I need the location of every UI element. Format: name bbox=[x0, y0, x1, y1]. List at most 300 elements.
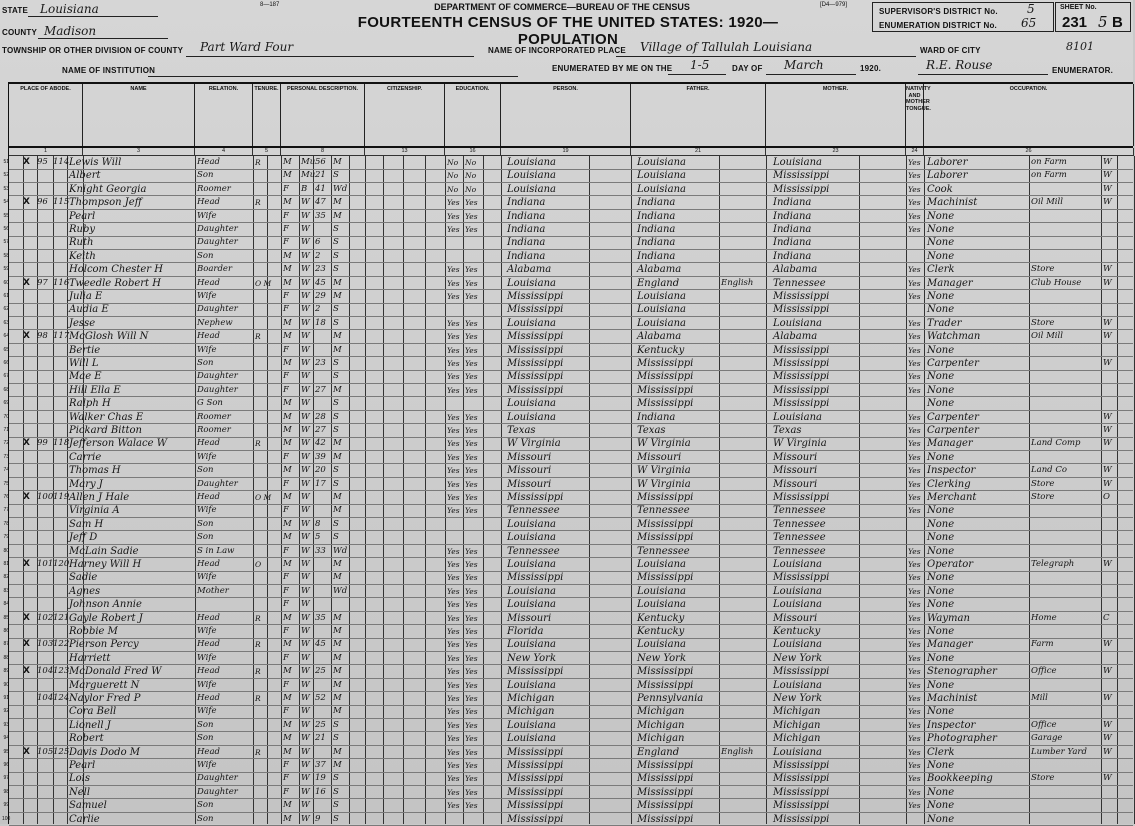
cell-fpob: Mississippi bbox=[637, 813, 694, 825]
line-number: 80 bbox=[3, 547, 9, 554]
table-row bbox=[3, 196, 1133, 210]
cell-occ: None bbox=[927, 545, 955, 557]
cell-name: Gayle Robert J bbox=[69, 612, 143, 624]
cell-cls bbox=[1103, 223, 1117, 236]
cell-race: W bbox=[301, 813, 310, 824]
cell-race: W bbox=[301, 331, 310, 342]
cell-own bbox=[255, 290, 277, 303]
cell-rd: Yes bbox=[447, 694, 460, 703]
cell-ms: S bbox=[333, 518, 339, 529]
cell-own: R bbox=[255, 439, 261, 449]
cell-mpob: Mississippi bbox=[773, 813, 830, 825]
cell-x bbox=[23, 679, 37, 692]
cell-sex: M bbox=[283, 800, 292, 811]
cell-ms: M bbox=[333, 626, 342, 636]
cell-ind: Land Comp bbox=[1031, 438, 1081, 449]
cell-own bbox=[255, 732, 277, 745]
cell-ftong bbox=[721, 705, 766, 718]
cell-eng: Yes bbox=[908, 345, 921, 355]
table-row bbox=[3, 250, 1133, 264]
cell-eng bbox=[908, 250, 924, 263]
cell-sex: F bbox=[283, 773, 289, 784]
cell-ms: M bbox=[333, 706, 342, 717]
cell-ftong bbox=[721, 679, 766, 692]
cell-cls: W bbox=[1103, 639, 1112, 650]
cell-ftong bbox=[721, 692, 766, 705]
line-number: 62 bbox=[3, 306, 9, 313]
cell-ind bbox=[1031, 290, 1101, 303]
cell-age: 2 bbox=[315, 250, 321, 261]
cell-wr bbox=[465, 397, 483, 410]
cell-race: W bbox=[301, 237, 310, 248]
cell-ftong bbox=[721, 759, 766, 772]
cell-own bbox=[255, 169, 277, 182]
cell-wr: Yes bbox=[465, 479, 478, 489]
cell-rel: Wife bbox=[197, 505, 217, 516]
table-row bbox=[3, 585, 1133, 599]
cell-fam: 124 bbox=[53, 693, 70, 703]
cell-age: 56 bbox=[315, 157, 326, 167]
cell-fpob: Texas bbox=[637, 425, 666, 436]
cell-age bbox=[315, 397, 331, 410]
cell-rd: Yes bbox=[447, 372, 460, 382]
cell-rel: Head bbox=[197, 438, 220, 449]
cell-fam bbox=[53, 451, 67, 464]
cell-pob: Louisiana bbox=[507, 585, 556, 597]
cell-rel: Wife bbox=[197, 652, 217, 663]
cell-dw bbox=[37, 424, 53, 437]
table-row bbox=[3, 263, 1133, 277]
cell-sex: F bbox=[283, 652, 289, 663]
cell-occ: None bbox=[927, 371, 955, 383]
cell-rel: Head bbox=[197, 331, 220, 342]
cell-race: W bbox=[301, 706, 310, 717]
cell-dw: 102 bbox=[37, 612, 54, 623]
cell-own: R bbox=[255, 747, 261, 757]
cell-x bbox=[23, 598, 37, 611]
cell-ftong: English bbox=[721, 277, 754, 288]
cell-wr: No bbox=[465, 158, 477, 167]
cell-own: R bbox=[255, 667, 261, 677]
cell-race: Mu bbox=[301, 157, 316, 167]
line-number: 91 bbox=[3, 695, 9, 701]
cell-wr: Yes bbox=[465, 694, 478, 703]
cell-pob: Tennessee bbox=[507, 505, 560, 517]
cell-fam bbox=[53, 652, 67, 665]
cell-fpob: Louisiana bbox=[637, 559, 686, 570]
cell-name: Thompson Jeff bbox=[69, 197, 142, 209]
cell-age bbox=[315, 799, 331, 812]
cell-name: Nell bbox=[69, 786, 91, 798]
cell-x: X bbox=[23, 612, 30, 623]
cell-wr: No bbox=[465, 171, 477, 181]
cell-ms: M bbox=[333, 652, 342, 663]
cell-pob: Louisiana bbox=[507, 639, 556, 651]
cell-ms: S bbox=[333, 773, 339, 784]
cell-pob: Louisiana bbox=[507, 157, 556, 168]
cell-mpob: Mississippi bbox=[773, 666, 830, 678]
cell-eng: Yes bbox=[908, 439, 921, 449]
cell-x bbox=[23, 585, 37, 598]
cell-fam bbox=[53, 545, 67, 558]
cell-rd: Yes bbox=[447, 318, 460, 328]
cell-own bbox=[255, 424, 277, 437]
cell-rd: Yes bbox=[447, 506, 460, 516]
cell-fam: 121 bbox=[53, 612, 70, 623]
cell-sex: F bbox=[283, 371, 289, 382]
cell-sex: M bbox=[283, 492, 292, 502]
cell-sex: M bbox=[283, 398, 292, 409]
cell-mpob: Mississippi bbox=[773, 384, 830, 396]
cell-ind bbox=[1031, 384, 1101, 397]
cell-wr: Yes bbox=[465, 211, 478, 221]
line-number: 77 bbox=[3, 507, 9, 514]
cell-rd: Yes bbox=[447, 627, 460, 636]
cell-x bbox=[23, 652, 37, 665]
cell-rel: Head bbox=[197, 746, 220, 757]
cell-eng: Yes bbox=[908, 600, 921, 610]
cell-dw: 95 bbox=[37, 157, 48, 167]
cell-race: W bbox=[301, 451, 310, 462]
cell-dw bbox=[37, 652, 53, 665]
cell-race: W bbox=[301, 304, 310, 315]
cell-occ: None bbox=[927, 224, 955, 235]
enumerator-value: R.E. Rouse bbox=[926, 58, 993, 72]
cell-pob: W Virginia bbox=[507, 438, 561, 450]
cell-sex: M bbox=[283, 666, 292, 677]
cell-eng bbox=[908, 397, 924, 410]
supervisor-label: SUPERVISOR'S DISTRICT No. bbox=[879, 7, 998, 16]
cell-cls bbox=[1103, 585, 1117, 598]
cell-cls bbox=[1103, 384, 1117, 397]
cell-wr: Yes bbox=[465, 747, 478, 757]
cell-wr: Yes bbox=[465, 439, 478, 449]
cell-x: X bbox=[23, 438, 30, 449]
cell-wr: Yes bbox=[465, 265, 478, 275]
line-number: 57 bbox=[3, 239, 9, 246]
cell-mpob: Missouri bbox=[773, 451, 818, 463]
cell-name: Agnes bbox=[69, 585, 101, 597]
cell-sex: F bbox=[283, 545, 289, 556]
cell-own bbox=[255, 223, 277, 236]
cell-age: 25 bbox=[315, 719, 326, 730]
cell-occ: Inspector bbox=[927, 465, 976, 477]
cell-own bbox=[255, 263, 277, 276]
enumerator-underline bbox=[918, 74, 1048, 75]
cell-rd: Yes bbox=[447, 801, 460, 811]
cell-ftong bbox=[721, 625, 766, 638]
cell-fpob: W Virginia bbox=[637, 465, 691, 477]
cell-fam bbox=[53, 786, 67, 799]
cell-dw bbox=[37, 478, 53, 491]
cell-own: R bbox=[255, 613, 261, 623]
cell-fam bbox=[53, 250, 67, 263]
cell-race: W bbox=[301, 773, 310, 784]
cell-dw bbox=[37, 772, 53, 785]
cell-x: X bbox=[23, 157, 30, 167]
cell-age bbox=[315, 679, 331, 692]
cell-fam bbox=[53, 732, 67, 745]
cell-ms: M bbox=[333, 612, 342, 623]
table-row bbox=[3, 598, 1133, 612]
cell-wr: Yes bbox=[465, 787, 478, 797]
cell-mpob: Mississippi bbox=[773, 760, 830, 771]
cell-cls: W bbox=[1103, 264, 1112, 275]
cell-ftong bbox=[721, 813, 766, 826]
line-number: 75 bbox=[3, 480, 9, 487]
census-table bbox=[2, 82, 1133, 825]
cell-age bbox=[315, 558, 331, 571]
cell-race: W bbox=[301, 492, 310, 502]
cell-name: Samuel bbox=[69, 800, 107, 812]
cell-ind: Farm bbox=[1031, 639, 1054, 650]
ward-value: 8101 bbox=[1066, 40, 1094, 53]
cell-rd: Yes bbox=[447, 546, 460, 556]
column-number: 8 bbox=[281, 148, 365, 156]
cell-wr: Yes bbox=[465, 600, 478, 610]
cell-occ: None bbox=[927, 210, 955, 222]
cell-ind: Office bbox=[1031, 719, 1057, 730]
table-row bbox=[3, 183, 1133, 197]
cell-cls bbox=[1103, 813, 1117, 826]
table-row bbox=[2, 813, 1133, 826]
cell-rel: Daughter bbox=[197, 786, 238, 797]
table-row bbox=[3, 571, 1133, 585]
cell-x bbox=[23, 719, 37, 732]
cell-occ: None bbox=[927, 652, 955, 664]
cell-ind: Mill bbox=[1031, 693, 1048, 703]
cell-rel: Wife bbox=[197, 572, 217, 583]
cell-dw bbox=[37, 759, 53, 772]
cell-name: Robert bbox=[69, 733, 104, 745]
cell-sex: F bbox=[283, 183, 289, 194]
table-row bbox=[3, 746, 1133, 760]
cell-ind: Office bbox=[1031, 666, 1057, 677]
cell-wr: Yes bbox=[465, 506, 478, 516]
cell-ms: S bbox=[333, 532, 339, 543]
cell-wr bbox=[465, 250, 483, 263]
line-number: 64 bbox=[3, 333, 9, 340]
cell-pob: Mississippi bbox=[507, 291, 564, 302]
cell-race: W bbox=[301, 384, 310, 395]
table-row bbox=[3, 344, 1133, 358]
enumerated-year: 1920. bbox=[860, 64, 882, 73]
cell-rel: Daughter bbox=[197, 478, 238, 489]
cell-wr: Yes bbox=[465, 586, 478, 596]
cell-race: W bbox=[301, 465, 310, 476]
cell-occ: None bbox=[927, 679, 955, 691]
cell-cls bbox=[1103, 786, 1117, 799]
cell-ind bbox=[1031, 813, 1101, 826]
cell-x bbox=[23, 384, 37, 397]
cell-pob: Michigan bbox=[507, 706, 555, 718]
cell-dw: 98 bbox=[37, 331, 48, 342]
cell-age bbox=[315, 705, 331, 718]
table-row bbox=[3, 504, 1133, 518]
cell-wr: Yes bbox=[465, 707, 478, 717]
cell-rel: Wife bbox=[197, 706, 217, 717]
cell-rel: Head bbox=[197, 277, 220, 288]
table-row bbox=[3, 303, 1133, 317]
cell-fpob: Louisiana bbox=[637, 585, 686, 597]
cell-pob: Indiana bbox=[507, 224, 546, 235]
cell-race: W bbox=[301, 532, 310, 543]
cell-eng: Yes bbox=[908, 265, 921, 275]
cell-age: 19 bbox=[315, 773, 326, 784]
township-underline bbox=[186, 56, 474, 57]
cell-fam bbox=[53, 290, 67, 303]
cell-sex: M bbox=[283, 425, 292, 435]
county-underline bbox=[38, 38, 168, 39]
cell-age: 47 bbox=[315, 197, 326, 208]
cell-cls bbox=[1103, 504, 1117, 517]
cell-ind bbox=[1031, 183, 1101, 196]
cell-own bbox=[255, 210, 277, 223]
cell-mpob: Mississippi bbox=[773, 371, 830, 383]
line-number: 69 bbox=[3, 400, 9, 407]
cell-x bbox=[23, 518, 37, 531]
line-number: 52 bbox=[3, 172, 9, 179]
cell-ftong bbox=[721, 558, 766, 571]
cell-fpob: England bbox=[637, 746, 680, 758]
cell-x bbox=[23, 290, 37, 303]
cell-pob: Louisiana bbox=[507, 183, 556, 195]
cell-mpob: Indiana bbox=[773, 250, 812, 262]
cell-mpob: Mississippi bbox=[773, 291, 830, 302]
cell-race: B bbox=[301, 183, 308, 194]
state-value: Louisiana bbox=[40, 2, 99, 16]
cell-name: Lois bbox=[69, 773, 90, 785]
cell-wr: Yes bbox=[465, 359, 478, 368]
cell-pob: Texas bbox=[507, 425, 536, 436]
cell-race: W bbox=[301, 398, 310, 409]
cell-mpob: Mississippi bbox=[773, 572, 830, 584]
line-number: 100 bbox=[2, 815, 11, 822]
line-number: 93 bbox=[3, 721, 9, 728]
cell-fpob: Mississippi bbox=[637, 666, 694, 678]
cell-sex: F bbox=[283, 237, 289, 248]
cell-fpob: Mississippi bbox=[637, 572, 694, 584]
page-title: FOURTEENTH CENSUS OF THE UNITED STATES: 1920—POPULATION bbox=[357, 14, 779, 48]
line-number: 53 bbox=[3, 185, 9, 192]
column-header: MOTHER. bbox=[766, 84, 906, 146]
cell-wr: Yes bbox=[465, 332, 478, 342]
cell-age: 25 bbox=[315, 666, 326, 677]
cell-ind bbox=[1031, 397, 1101, 410]
cell-dw: 97 bbox=[37, 277, 48, 288]
cell-wr: Yes bbox=[465, 667, 478, 677]
cell-rel: Head bbox=[197, 693, 220, 703]
cell-name: Mae E bbox=[69, 371, 102, 383]
cell-sex: F bbox=[283, 224, 289, 234]
cell-name: Hill Ella E bbox=[69, 384, 121, 396]
cell-fam bbox=[53, 679, 67, 692]
cell-ms: M bbox=[333, 157, 342, 167]
cell-rd: Yes bbox=[447, 452, 460, 462]
cell-rel: Head bbox=[197, 157, 220, 167]
cell-occ: Machinist bbox=[927, 197, 978, 209]
cell-rel: Boarder bbox=[197, 264, 233, 275]
cell-age: 21 bbox=[315, 733, 326, 744]
cell-pob: Indiana bbox=[507, 250, 546, 262]
cell-wr: Yes bbox=[465, 466, 478, 476]
table-row bbox=[3, 732, 1133, 746]
cell-pob: Tennessee bbox=[507, 545, 560, 557]
cell-x bbox=[23, 692, 37, 705]
line-number: 70 bbox=[3, 413, 9, 420]
cell-dw bbox=[37, 411, 53, 424]
cell-eng: Yes bbox=[908, 694, 921, 703]
cell-age bbox=[315, 223, 331, 236]
cell-wr: Yes bbox=[465, 452, 478, 462]
cell-rel: Daughter bbox=[197, 304, 238, 315]
cell-fam: 125 bbox=[53, 746, 70, 757]
cell-cls bbox=[1103, 545, 1117, 558]
line-number: 90 bbox=[3, 681, 9, 688]
table-row bbox=[3, 437, 1133, 451]
cell-sex: F bbox=[283, 786, 289, 797]
incorporated-value: Village of Tallulah Louisiana bbox=[640, 40, 813, 54]
cell-ms: M bbox=[333, 746, 342, 757]
line-number: 65 bbox=[3, 346, 9, 353]
cell-rel: S in Law bbox=[197, 545, 235, 556]
cell-fam bbox=[53, 169, 67, 182]
cell-cls: W bbox=[1103, 197, 1112, 208]
district-box bbox=[872, 2, 1054, 32]
cell-name: Marguerett N bbox=[69, 679, 140, 691]
cell-cls: O bbox=[1103, 492, 1110, 502]
line-number: 54 bbox=[3, 199, 9, 206]
cell-age: 33 bbox=[315, 545, 326, 556]
cell-fam bbox=[53, 478, 67, 491]
cell-fam bbox=[53, 719, 67, 732]
cell-race: W bbox=[301, 719, 310, 730]
cell-age bbox=[315, 370, 331, 383]
cell-rel: Wife bbox=[197, 760, 217, 770]
cell-cls: W bbox=[1103, 438, 1112, 449]
cell-eng: Yes bbox=[908, 359, 921, 368]
cell-rd: Yes bbox=[447, 667, 460, 677]
cell-x bbox=[23, 625, 37, 638]
cell-rel: Son bbox=[197, 719, 214, 730]
cell-occ: Manager bbox=[927, 639, 973, 651]
cell-age: 35 bbox=[315, 612, 326, 623]
cell-dw: 99 bbox=[37, 438, 48, 449]
cell-rel: Son bbox=[197, 800, 214, 811]
cell-rel: Head bbox=[197, 612, 220, 623]
cell-pob: Missouri bbox=[507, 451, 552, 463]
line-number: 68 bbox=[3, 386, 9, 393]
cell-rd: Yes bbox=[447, 493, 460, 502]
enumerated-label: ENUMERATED BY ME ON THE bbox=[552, 64, 673, 73]
cell-rel: Daughter bbox=[197, 773, 238, 784]
cell-ftong bbox=[721, 344, 766, 357]
cell-ms: S bbox=[333, 411, 339, 422]
cell-rd: Yes bbox=[447, 734, 460, 744]
cell-rel: Son bbox=[197, 358, 214, 368]
cell-fam: 117 bbox=[53, 331, 70, 342]
cell-race: W bbox=[301, 371, 310, 382]
cell-ms: S bbox=[333, 317, 339, 328]
cell-ind bbox=[1031, 424, 1101, 437]
cell-x bbox=[23, 317, 37, 330]
cell-mpob: Mississippi bbox=[773, 492, 830, 503]
line-number: 72 bbox=[3, 440, 9, 447]
cell-eng: Yes bbox=[908, 801, 921, 811]
cell-name: McGlosh Will N bbox=[69, 331, 149, 343]
cell-rd: Yes bbox=[447, 774, 460, 784]
cell-eng bbox=[908, 303, 924, 316]
